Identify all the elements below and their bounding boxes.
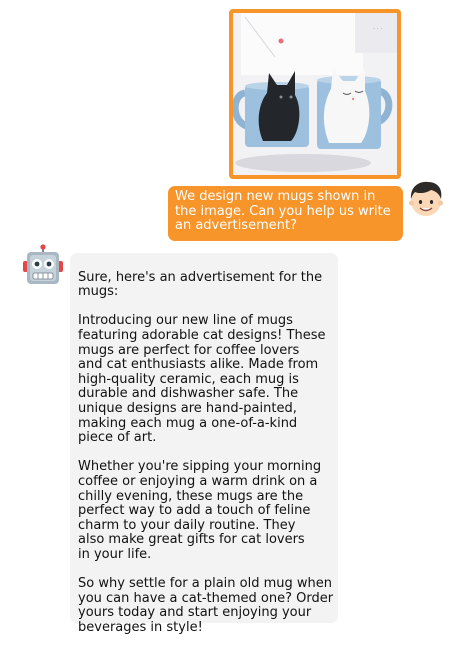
assistant-message-bubble (70, 253, 338, 635)
robot-face-icon (22, 244, 64, 286)
svg-text:· · ·: · · · (373, 26, 383, 33)
user-message-bubble (168, 186, 403, 241)
user-avatar (407, 179, 445, 219)
assistant-avatar (22, 244, 64, 286)
cat-mugs-photo (233, 13, 397, 175)
user-attached-image[interactable] (229, 9, 401, 179)
user-message-text: We design new mugs shown in the image. Can you help us write an advertisement? (175, 189, 391, 234)
assistant-message-text: Sure, here's an advertisement for the mugs: Introducing our new line of mugs featuring adorable cat designs! These mugs are perfect for coffee lovers and cat enthusiasts alike. Made from high-quality ceramic, each mug is durable and dishwasher safe. The unique designs are hand-painted, making each mug a one-of-a-kind piece of art. Whether you're sipping your morning coffee or enjoying a warm drink on a chilly evening, these mugs are the perfect way to add a touch of feline charm to your daily routine. They also make great gifts for cat lovers in your life. So why settle for a plain old mug when you can have a cat-themed one? Order yours today and start enjoying your beverages in style! (78, 269, 334, 635)
boy-face-icon (407, 179, 445, 219)
